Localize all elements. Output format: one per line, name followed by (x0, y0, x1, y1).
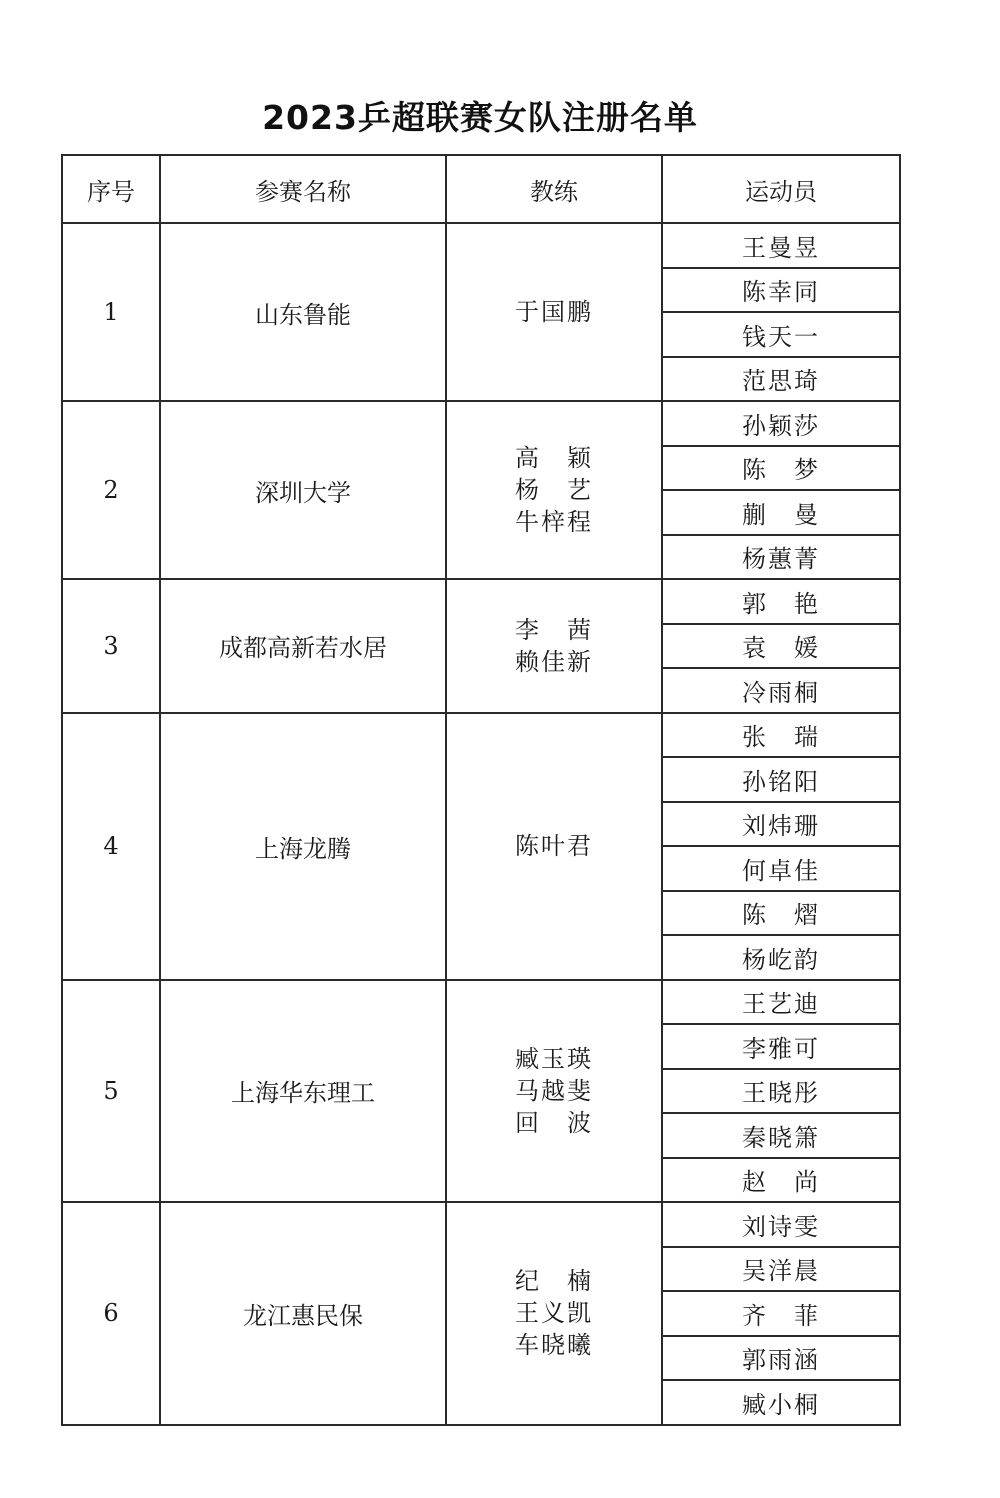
coach-name: 陈叶君 (515, 832, 593, 860)
table-row (62, 579, 900, 624)
roster-table (61, 154, 901, 1426)
team-name: 山东鲁能 (160, 223, 446, 401)
team-coaches (446, 579, 662, 713)
player-name: 王晓彤 (662, 1069, 900, 1114)
header-coach: 教练 (446, 155, 662, 223)
team-index: 3 (62, 579, 160, 713)
coach-name: 牛梓程 (515, 508, 593, 536)
table-row (62, 223, 900, 268)
player-name: 王艺迪 (662, 980, 900, 1025)
coach-name: 高 颖 (515, 444, 593, 472)
coach-name: 纪 楠 (515, 1267, 593, 1296)
player-name: 孙铭阳 (662, 757, 900, 802)
player-name: 李雅可 (662, 1024, 900, 1069)
player-name: 陈幸同 (662, 268, 900, 313)
player-name: 孙颖莎 (662, 401, 900, 446)
team-index: 4 (62, 713, 160, 980)
player-name: 陈 熠 (662, 891, 900, 936)
document-title: 2023乒超联赛女队注册名单 (262, 98, 698, 137)
team-name: 上海龙腾 (160, 713, 446, 980)
team-coaches (446, 401, 662, 579)
player-name: 郭雨涵 (662, 1336, 900, 1381)
team-name: 深圳大学 (160, 401, 446, 579)
team-index: 1 (62, 223, 160, 401)
coach-name: 杨 艺 (515, 476, 593, 504)
coach-name: 车晓曦 (515, 1331, 593, 1360)
header-index: 序号 (62, 155, 160, 223)
team-name: 成都高新若水居 (160, 579, 446, 713)
team-coaches (446, 713, 662, 980)
table-row (62, 1202, 900, 1247)
header-team: 参赛名称 (160, 155, 446, 223)
coach-name: 赖佳新 (515, 647, 593, 676)
roster-body (62, 223, 900, 1425)
coach-name: 于国鹏 (515, 298, 593, 326)
player-name: 袁 媛 (662, 624, 900, 669)
table-row (62, 980, 900, 1025)
table-row (62, 401, 900, 446)
player-name: 张 瑞 (662, 713, 900, 758)
coach-list (515, 1265, 593, 1361)
player-name: 吴洋晨 (662, 1247, 900, 1292)
player-name: 杨屹韵 (662, 935, 900, 980)
player-name: 王曼昱 (662, 223, 900, 268)
player-name: 赵 尚 (662, 1158, 900, 1203)
coach-list (515, 296, 593, 328)
player-name: 秦晓箫 (662, 1113, 900, 1158)
player-name: 杨蕙菁 (662, 535, 900, 580)
coach-list (515, 830, 593, 862)
team-index: 5 (62, 980, 160, 1203)
coach-name: 臧玉瑛 (515, 1044, 593, 1073)
team-coaches (446, 1202, 662, 1425)
player-name: 臧小桐 (662, 1380, 900, 1425)
player-name: 何卓佳 (662, 846, 900, 891)
coach-name: 回 波 (515, 1108, 593, 1137)
player-name: 刘诗雯 (662, 1202, 900, 1247)
player-name: 范思琦 (662, 357, 900, 402)
team-coaches (446, 980, 662, 1203)
player-name: 钱天一 (662, 312, 900, 357)
team-index: 2 (62, 401, 160, 579)
team-coaches (446, 223, 662, 401)
player-name: 齐 菲 (662, 1291, 900, 1336)
header-row (62, 155, 900, 223)
header-players: 运动员 (662, 155, 900, 223)
coach-name: 马越斐 (515, 1076, 593, 1105)
coach-list (515, 614, 593, 678)
table-row (62, 713, 900, 758)
coach-list (515, 442, 593, 538)
player-name: 陈 梦 (662, 446, 900, 491)
player-name: 郭 艳 (662, 579, 900, 624)
team-index: 6 (62, 1202, 160, 1425)
player-name: 刘炜珊 (662, 802, 900, 847)
team-name: 上海华东理工 (160, 980, 446, 1203)
coach-name: 李 茜 (515, 615, 593, 644)
coach-list (515, 1043, 593, 1139)
player-name: 冷雨桐 (662, 668, 900, 713)
player-name: 蒯 曼 (662, 490, 900, 535)
team-name: 龙江惠民保 (160, 1202, 446, 1425)
coach-name: 王义凯 (515, 1299, 593, 1328)
